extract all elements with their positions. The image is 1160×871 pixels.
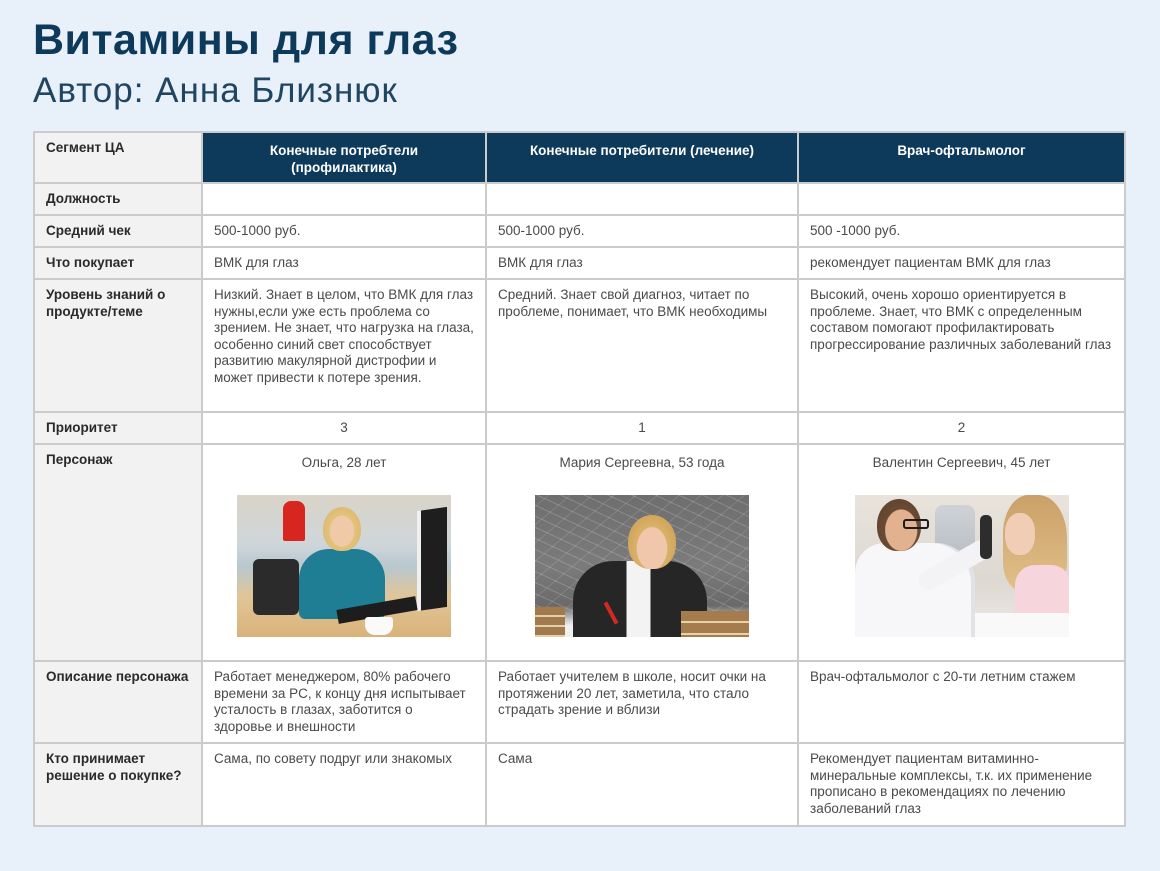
photo-detail	[681, 611, 749, 637]
photo-detail	[365, 617, 393, 635]
photo-detail	[628, 515, 676, 569]
cell-decision-1: Сама	[486, 743, 798, 826]
persona-table	[33, 131, 1126, 827]
row-label-knowledge: Уровень знаний о продукте/теме	[34, 279, 202, 412]
segment-header-ophthalmologist: Врач-офтальмолог	[798, 132, 1125, 183]
photo-detail	[323, 507, 361, 551]
cell-knowledge-1: Средний. Знает свой диагноз, читает по проблеме, понимает, что ВМК необходимы	[486, 279, 798, 412]
cell-what-buys-0: ВМК для глаз	[202, 247, 486, 279]
cell-description-1: Работает учителем в школе, носит очки на протяжении 20 лет, заметила, что стало страдать зрение и вблизи	[486, 661, 798, 743]
photo-ophthalmologist-with-patient	[855, 495, 1069, 637]
table-row-position	[34, 183, 1125, 215]
author-subtitle: Автор: Анна Близнюк	[33, 71, 398, 110]
photo-detail	[903, 519, 929, 529]
cell-decision-2: Рекомендует пациентам витаминно-минеральные комплексы, т.к. их применение прописано в рекомендациях по лечению заболеваний глаз	[798, 743, 1125, 826]
photo-detail	[283, 501, 305, 541]
cell-knowledge-0: Низкий. Знает в целом, что ВМК для глаз нужны,если уже есть проблема со зрением. Не знает, что нагрузка на глаза, особенно синий свет способствует развитию макулярной дистрофии и может привести к потере зрения.	[202, 279, 486, 412]
photo-detail	[253, 559, 299, 615]
cell-knowledge-2: Высокий, очень хорошо ориентируется в проблеме. Знает, что ВМК с определенным составом помогают профилактировать прогрессирование различных заболеваний глаз	[798, 279, 1125, 412]
cell-avg-check-2: 500 -1000 руб.	[798, 215, 1125, 247]
cell-persona-1	[486, 444, 798, 661]
table-row-description	[34, 661, 1125, 743]
corner-label: Сегмент ЦА	[34, 132, 202, 183]
cell-avg-check-1: 500-1000 руб.	[486, 215, 798, 247]
table-row-decision	[34, 743, 1125, 826]
persona-name-valentin: Валентин Сергеевич, 45 лет	[872, 455, 1051, 470]
page-title: Витамины для глаз	[33, 16, 459, 64]
cell-what-buys-1: ВМК для глаз	[486, 247, 798, 279]
table-row-priority	[34, 412, 1125, 444]
row-label-description: Описание персонажа	[34, 661, 202, 743]
cell-description-2: Врач-офтальмолог с 20-ти летним стажем	[798, 661, 1125, 743]
row-label-what-buys: Что покупает	[34, 247, 202, 279]
photo-detail	[980, 515, 992, 559]
cell-position-1	[486, 183, 798, 215]
row-label-decision: Кто принимает решение о покупке?	[34, 743, 202, 826]
row-label-position: Должность	[34, 183, 202, 215]
table-row-persona	[34, 444, 1125, 661]
cell-decision-0: Сама, по совету подруг или знакомых	[202, 743, 486, 826]
photo-detail	[1005, 513, 1035, 555]
persona-name-olga: Ольга, 28 лет	[301, 455, 387, 470]
cell-priority-0: 3	[202, 412, 486, 444]
row-label-persona: Персонаж	[34, 444, 202, 661]
segment-header-row	[34, 132, 1125, 183]
photo-woman-at-office-computer	[237, 495, 451, 637]
cell-avg-check-0: 500-1000 руб.	[202, 215, 486, 247]
cell-what-buys-2: рекомендует пациентам ВМК для глаз	[798, 247, 1125, 279]
photo-detail	[417, 506, 447, 610]
row-label-priority: Приоритет	[34, 412, 202, 444]
photo-detail	[535, 607, 565, 637]
cell-priority-2: 2	[798, 412, 1125, 444]
cell-position-0	[202, 183, 486, 215]
table-row-knowledge	[34, 279, 1125, 412]
table-row-avg-check	[34, 215, 1125, 247]
photo-teacher-at-chalkboard	[535, 495, 749, 637]
cell-persona-0	[202, 444, 486, 661]
row-label-avg-check: Средний чек	[34, 215, 202, 247]
cell-priority-1: 1	[486, 412, 798, 444]
table-row-what-buys	[34, 247, 1125, 279]
cell-position-2	[798, 183, 1125, 215]
cell-description-0: Работает менеджером, 80% рабочего времени за PC, к концу дня испытывает усталость в глазах, заботится о здоровье и внешности	[202, 661, 486, 743]
segment-header-treatment: Конечные потребители (лечение)	[486, 132, 798, 183]
cell-persona-2	[798, 444, 1125, 661]
persona-name-maria: Мария Сергеевна, 53 года	[559, 455, 725, 470]
segment-header-prevention: Конечные потребтели (профилактика)	[202, 132, 486, 183]
